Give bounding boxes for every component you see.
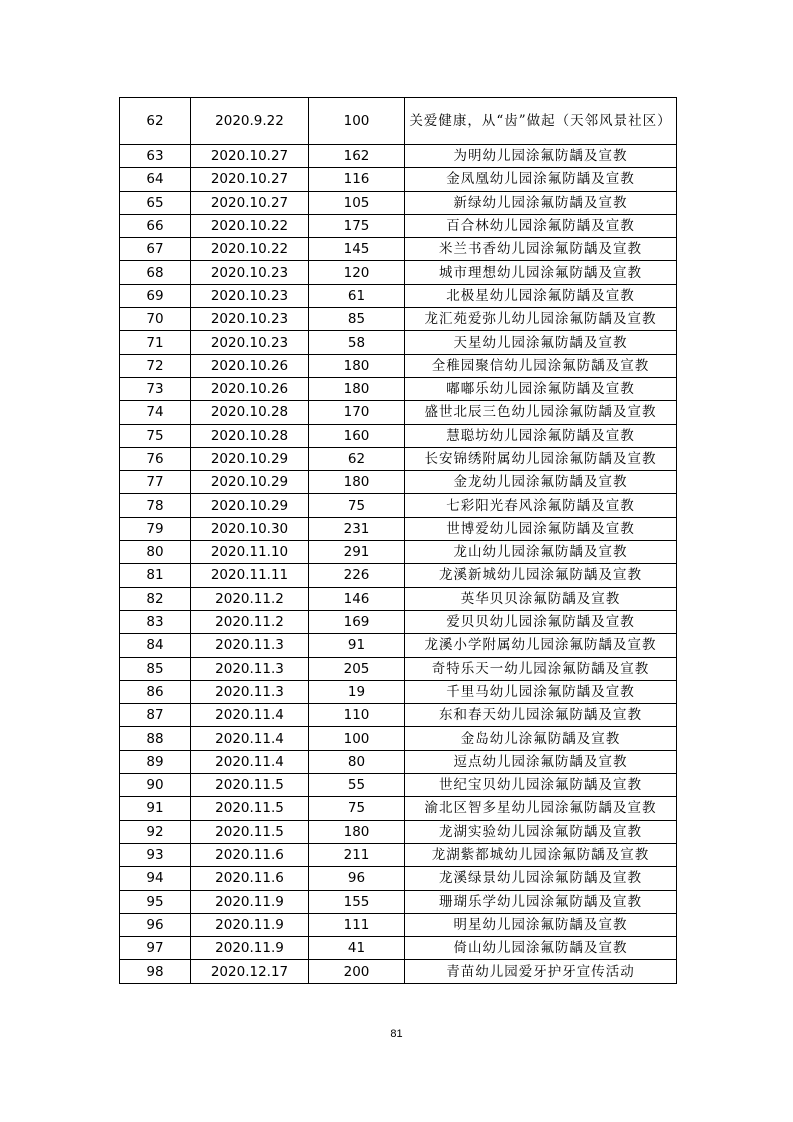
activity-cell: 北极星幼儿园涂氟防龋及宣教	[405, 284, 677, 307]
activity-cell: 龙汇苑爱弥儿幼儿园涂氟防龋及宣教	[405, 308, 677, 331]
table-row	[120, 98, 677, 145]
count-cell: 200	[309, 960, 405, 983]
table-row	[120, 261, 677, 284]
date-cell: 2020.10.29	[191, 494, 309, 517]
activity-cell: 逗点幼儿园涂氟防龋及宣教	[405, 750, 677, 773]
date-cell: 2020.11.9	[191, 890, 309, 913]
row-number-cell: 63	[120, 145, 191, 168]
row-number-cell: 98	[120, 960, 191, 983]
row-number-cell: 92	[120, 820, 191, 843]
count-cell: 105	[309, 191, 405, 214]
count-cell: 41	[309, 937, 405, 960]
table-row	[120, 680, 677, 703]
row-number-cell: 74	[120, 401, 191, 424]
activity-cell: 金岛幼儿涂氟防龋及宣教	[405, 727, 677, 750]
table-row	[120, 145, 677, 168]
activity-cell: 金龙幼儿园涂氟防龋及宣教	[405, 471, 677, 494]
activity-cell: 新绿幼儿园涂氟防龋及宣教	[405, 191, 677, 214]
row-number-cell: 84	[120, 634, 191, 657]
activity-cell: 青苗幼儿园爱牙护牙宣传活动	[405, 960, 677, 983]
count-cell: 146	[309, 587, 405, 610]
date-cell: 2020.10.27	[191, 145, 309, 168]
row-number-cell: 79	[120, 517, 191, 540]
row-number-cell: 68	[120, 261, 191, 284]
count-cell: 162	[309, 145, 405, 168]
count-cell: 116	[309, 168, 405, 191]
activity-cell: 明星幼儿园涂氟防龋及宣教	[405, 913, 677, 936]
date-cell: 2020.10.22	[191, 238, 309, 261]
date-cell: 2020.10.27	[191, 168, 309, 191]
table-row	[120, 610, 677, 633]
activity-cell: 天星幼儿园涂氟防龋及宣教	[405, 331, 677, 354]
activity-cell: 龙湖实验幼儿园涂氟防龋及宣教	[405, 820, 677, 843]
activity-cell: 奇特乐天一幼儿园涂氟防龋及宣教	[405, 657, 677, 680]
row-number-cell: 77	[120, 471, 191, 494]
count-cell: 110	[309, 704, 405, 727]
count-cell: 111	[309, 913, 405, 936]
row-number-cell: 71	[120, 331, 191, 354]
row-number-cell: 73	[120, 377, 191, 400]
row-number-cell: 95	[120, 890, 191, 913]
activity-cell: 嘟嘟乐幼儿园涂氟防龋及宣教	[405, 377, 677, 400]
table-row	[120, 634, 677, 657]
table-row	[120, 657, 677, 680]
date-cell: 2020.11.3	[191, 680, 309, 703]
date-cell: 2020.10.23	[191, 308, 309, 331]
count-cell: 96	[309, 867, 405, 890]
date-cell: 2020.10.27	[191, 191, 309, 214]
table-row	[120, 494, 677, 517]
count-cell: 19	[309, 680, 405, 703]
date-cell: 2020.10.26	[191, 354, 309, 377]
count-cell: 180	[309, 820, 405, 843]
activity-cell: 龙山幼儿园涂氟防龋及宣教	[405, 541, 677, 564]
date-cell: 2020.10.28	[191, 401, 309, 424]
date-cell: 2020.10.30	[191, 517, 309, 540]
activity-cell: 千里马幼儿园涂氟防龋及宣教	[405, 680, 677, 703]
table-row	[120, 168, 677, 191]
count-cell: 91	[309, 634, 405, 657]
table-row	[120, 471, 677, 494]
date-cell: 2020.9.22	[191, 98, 309, 145]
table-row	[120, 890, 677, 913]
row-number-cell: 76	[120, 447, 191, 470]
count-cell: 169	[309, 610, 405, 633]
date-cell: 2020.10.23	[191, 261, 309, 284]
activity-cell: 珊瑚乐学幼儿园涂氟防龋及宣教	[405, 890, 677, 913]
date-cell: 2020.11.2	[191, 587, 309, 610]
table-row	[120, 238, 677, 261]
row-number-cell: 78	[120, 494, 191, 517]
activity-cell: 爱贝贝幼儿园涂氟防龋及宣教	[405, 610, 677, 633]
row-number-cell: 97	[120, 937, 191, 960]
row-number-cell: 62	[120, 98, 191, 145]
count-cell: 85	[309, 308, 405, 331]
table-row	[120, 284, 677, 307]
row-number-cell: 72	[120, 354, 191, 377]
table-row	[120, 564, 677, 587]
count-cell: 120	[309, 261, 405, 284]
row-number-cell: 80	[120, 541, 191, 564]
activity-cell: 世纪宝贝幼儿园涂氟防龋及宣教	[405, 774, 677, 797]
activity-cell: 倚山幼儿园涂氟防龋及宣教	[405, 937, 677, 960]
table-row	[120, 820, 677, 843]
count-cell: 100	[309, 98, 405, 145]
date-cell: 2020.11.4	[191, 704, 309, 727]
activity-cell: 英华贝贝涂氟防龋及宣教	[405, 587, 677, 610]
table-row	[120, 843, 677, 866]
activity-cell: 龙溪小学附属幼儿园涂氟防龋及宣教	[405, 634, 677, 657]
row-number-cell: 91	[120, 797, 191, 820]
count-cell: 231	[309, 517, 405, 540]
activity-cell: 城市理想幼儿园涂氟防龋及宣教	[405, 261, 677, 284]
count-cell: 145	[309, 238, 405, 261]
date-cell: 2020.11.4	[191, 727, 309, 750]
activity-cell: 慧聪坊幼儿园涂氟防龋及宣教	[405, 424, 677, 447]
table-row	[120, 331, 677, 354]
row-number-cell: 70	[120, 308, 191, 331]
table-row	[120, 913, 677, 936]
date-cell: 2020.11.6	[191, 867, 309, 890]
date-cell: 2020.11.6	[191, 843, 309, 866]
activity-cell: 盛世北辰三色幼儿园涂氟防龋及宣教	[405, 401, 677, 424]
count-cell: 58	[309, 331, 405, 354]
table-row	[120, 960, 677, 983]
count-cell: 100	[309, 727, 405, 750]
count-cell: 180	[309, 354, 405, 377]
table-row	[120, 704, 677, 727]
table-row	[120, 214, 677, 237]
activity-cell: 龙湖紫都城幼儿园涂氟防龋及宣教	[405, 843, 677, 866]
date-cell: 2020.11.5	[191, 820, 309, 843]
table-row	[120, 774, 677, 797]
row-number-cell: 89	[120, 750, 191, 773]
row-number-cell: 67	[120, 238, 191, 261]
table-row	[120, 401, 677, 424]
row-number-cell: 93	[120, 843, 191, 866]
count-cell: 291	[309, 541, 405, 564]
table-row	[120, 191, 677, 214]
row-number-cell: 82	[120, 587, 191, 610]
page-number: 81	[390, 1028, 403, 1040]
table-row	[120, 354, 677, 377]
activity-cell: 关爱健康，从“齿”做起（天邻风景社区）	[405, 98, 677, 145]
table-row	[120, 424, 677, 447]
count-cell: 180	[309, 377, 405, 400]
activity-cell: 百合林幼儿园涂氟防龋及宣教	[405, 214, 677, 237]
date-cell: 2020.10.23	[191, 284, 309, 307]
date-cell: 2020.10.29	[191, 447, 309, 470]
date-cell: 2020.11.9	[191, 937, 309, 960]
date-cell: 2020.10.23	[191, 331, 309, 354]
row-number-cell: 64	[120, 168, 191, 191]
count-cell: 226	[309, 564, 405, 587]
table-row	[120, 750, 677, 773]
row-number-cell: 69	[120, 284, 191, 307]
activity-cell: 龙溪绿景幼儿园涂氟防龋及宣教	[405, 867, 677, 890]
activity-cell: 世博爱幼儿园涂氟防龋及宣教	[405, 517, 677, 540]
row-number-cell: 81	[120, 564, 191, 587]
date-cell: 2020.11.10	[191, 541, 309, 564]
count-cell: 205	[309, 657, 405, 680]
table-row	[120, 937, 677, 960]
count-cell: 180	[309, 471, 405, 494]
count-cell: 61	[309, 284, 405, 307]
activity-cell: 全稚园聚信幼儿园涂氟防龋及宣教	[405, 354, 677, 377]
count-cell: 170	[309, 401, 405, 424]
activity-cell: 渝北区智多星幼儿园涂氟防龋及宣教	[405, 797, 677, 820]
row-number-cell: 86	[120, 680, 191, 703]
date-cell: 2020.11.5	[191, 797, 309, 820]
activity-cell: 东和春天幼儿园涂氟防龋及宣教	[405, 704, 677, 727]
date-cell: 2020.11.2	[191, 610, 309, 633]
activity-cell: 龙溪新城幼儿园涂氟防龋及宣教	[405, 564, 677, 587]
table-row	[120, 447, 677, 470]
table-row	[120, 587, 677, 610]
row-number-cell: 94	[120, 867, 191, 890]
row-number-cell: 90	[120, 774, 191, 797]
table-row	[120, 377, 677, 400]
row-number-cell: 65	[120, 191, 191, 214]
table-row	[120, 308, 677, 331]
count-cell: 155	[309, 890, 405, 913]
date-cell: 2020.11.4	[191, 750, 309, 773]
date-cell: 2020.12.17	[191, 960, 309, 983]
table-row	[120, 727, 677, 750]
date-cell: 2020.11.3	[191, 634, 309, 657]
row-number-cell: 96	[120, 913, 191, 936]
activity-table	[119, 97, 677, 984]
activity-cell: 米兰书香幼儿园涂氟防龋及宣教	[405, 238, 677, 261]
count-cell: 62	[309, 447, 405, 470]
row-number-cell: 88	[120, 727, 191, 750]
table-row	[120, 541, 677, 564]
activity-cell: 长安锦绣附属幼儿园涂氟防龋及宣教	[405, 447, 677, 470]
row-number-cell: 85	[120, 657, 191, 680]
activity-cell: 七彩阳光春风涂氟防龋及宣教	[405, 494, 677, 517]
activity-cell: 金凤凰幼儿园涂氟防龋及宣教	[405, 168, 677, 191]
table-row	[120, 797, 677, 820]
row-number-cell: 83	[120, 610, 191, 633]
activity-cell: 为明幼儿园涂氟防龋及宣教	[405, 145, 677, 168]
date-cell: 2020.10.29	[191, 471, 309, 494]
row-number-cell: 66	[120, 214, 191, 237]
count-cell: 75	[309, 797, 405, 820]
table-body	[120, 98, 677, 984]
count-cell: 75	[309, 494, 405, 517]
date-cell: 2020.10.26	[191, 377, 309, 400]
table-row	[120, 867, 677, 890]
count-cell: 80	[309, 750, 405, 773]
row-number-cell: 75	[120, 424, 191, 447]
count-cell: 160	[309, 424, 405, 447]
row-number-cell: 87	[120, 704, 191, 727]
count-cell: 175	[309, 214, 405, 237]
date-cell: 2020.11.3	[191, 657, 309, 680]
date-cell: 2020.11.5	[191, 774, 309, 797]
count-cell: 211	[309, 843, 405, 866]
date-cell: 2020.11.9	[191, 913, 309, 936]
date-cell: 2020.10.22	[191, 214, 309, 237]
count-cell: 55	[309, 774, 405, 797]
date-cell: 2020.10.28	[191, 424, 309, 447]
table-row	[120, 517, 677, 540]
date-cell: 2020.11.11	[191, 564, 309, 587]
